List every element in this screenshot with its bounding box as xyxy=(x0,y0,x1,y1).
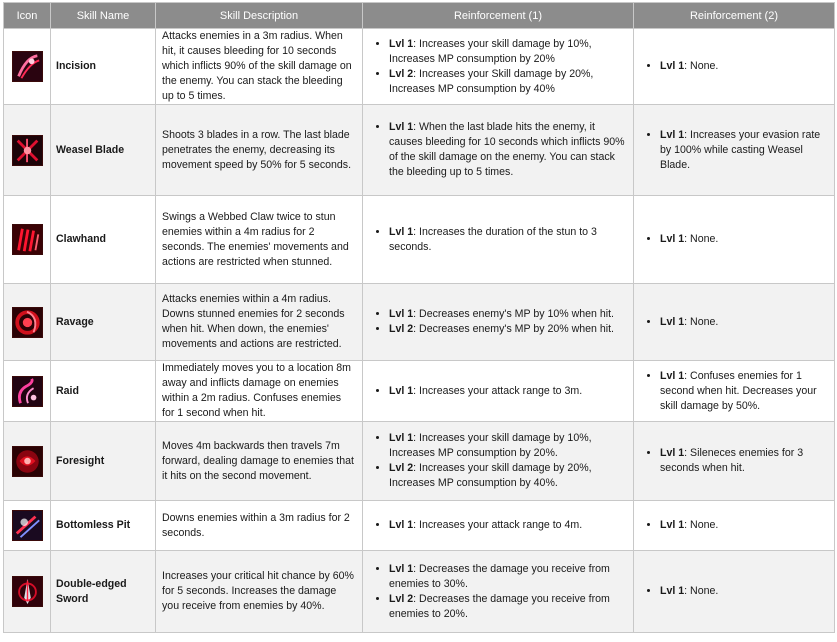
reinforcement-item xyxy=(389,431,627,461)
reinforcement-1-cell xyxy=(363,284,634,361)
reinforcement-list xyxy=(640,232,828,247)
reinforcement-text: : Increases your skill damage by 20%, Increases MP consumption by 40%. xyxy=(389,462,592,489)
reinforcement-list xyxy=(369,518,627,533)
skill-icon-cell xyxy=(4,501,51,551)
reinforcement-level: Lvl 1 xyxy=(389,225,414,238)
header-skill-name: Skill Name xyxy=(51,3,156,29)
reinforcement-item xyxy=(389,120,627,180)
incision-skill-icon xyxy=(12,51,43,82)
reinforcement-level: Lvl 2 xyxy=(389,67,414,80)
reinforcement-list xyxy=(369,120,627,180)
reinforcement-2-cell xyxy=(634,196,835,284)
reinforcement-level: Lvl 2 xyxy=(389,592,414,605)
ravage-skill-icon xyxy=(12,307,43,338)
reinforcement-text: : Sileneces enemies for 3 seconds when hit. xyxy=(660,447,804,474)
reinforcement-level: Lvl 1 xyxy=(389,308,414,320)
skill-description: Shoots 3 blades in a row. The last blade penetrates the enemy, decreasing its movement speed by 50% for 5 seconds. xyxy=(156,105,363,196)
reinforcement-item xyxy=(389,322,627,337)
reinforcement-list xyxy=(640,128,828,173)
skill-description: Swings a Webbed Claw twice to stun enemies within a 4m radius for 2 seconds. The enemies' movements and actions are restricted when stunned. xyxy=(156,196,363,284)
reinforcement-item xyxy=(389,225,627,255)
reinforcement-text: : None. xyxy=(684,519,719,531)
skill-name: Incision xyxy=(51,29,156,105)
reinforcement-text: : Increases your skill damage by 10%, Increases MP consumption by 20%. xyxy=(389,432,592,459)
skill-description: Attacks enemies within a 4m radius. Downs stunned enemies for 2 seconds when hit. When down, the enemies' movements and actions are restricted. xyxy=(156,284,363,361)
reinforcement-level: Lvl 2 xyxy=(389,462,414,474)
skill-row xyxy=(4,501,835,551)
skill-name: Ravage xyxy=(51,284,156,361)
reinforcement-item xyxy=(389,461,627,491)
skill-name: Raid xyxy=(51,361,156,422)
skill-row xyxy=(4,551,835,633)
clawhand-skill-icon xyxy=(12,224,43,255)
reinforcement-list xyxy=(369,562,627,622)
reinforcement-item xyxy=(389,384,627,399)
reinforcement-2-cell xyxy=(634,105,835,196)
reinforcement-2-cell xyxy=(634,422,835,501)
reinforcement-text: : Decreases the damage you receive from enemies to 20%. xyxy=(389,592,610,620)
skill-name: Bottomless Pit xyxy=(51,501,156,551)
reinforcement-level: Lvl 1 xyxy=(389,384,414,397)
header-reinforcement-1: Reinforcement (1) xyxy=(363,3,634,29)
reinforcement-level: Lvl 1 xyxy=(660,315,685,328)
skill-row xyxy=(4,284,835,361)
reinforcement-text: : None. xyxy=(684,233,719,245)
reinforcement-level: Lvl 1 xyxy=(660,60,685,72)
reinforcement-level: Lvl 1 xyxy=(389,562,414,575)
reinforcement-item xyxy=(389,562,627,592)
reinforcement-2-cell xyxy=(634,284,835,361)
skill-row xyxy=(4,105,835,196)
skill-icon-cell xyxy=(4,551,51,633)
reinforcement-1-cell xyxy=(363,551,634,633)
reinforcement-list xyxy=(369,431,627,491)
reinforcement-level: Lvl 1 xyxy=(389,519,414,531)
reinforcement-list xyxy=(640,369,828,414)
reinforcement-list xyxy=(369,37,627,97)
reinforcement-level: Lvl 1 xyxy=(660,447,685,459)
skill-icon-cell xyxy=(4,105,51,196)
foresight-skill-icon xyxy=(12,446,43,477)
reinforcement-item xyxy=(660,518,828,533)
reinforcement-text: : Decreases the damage you receive from enemies to 30%. xyxy=(389,562,610,590)
reinforcement-level: Lvl 1 xyxy=(660,585,685,597)
reinforcement-item xyxy=(660,446,828,476)
reinforcement-level: Lvl 2 xyxy=(389,323,414,335)
skill-name: Weasel Blade xyxy=(51,105,156,196)
reinforcement-level: Lvl 1 xyxy=(389,37,414,50)
reinforcement-text: : Increases your skill damage by 10%, Increases MP consumption by 20% xyxy=(389,37,592,65)
reinforcement-item xyxy=(389,518,627,533)
skill-row xyxy=(4,29,835,105)
reinforcement-text: : Increases your attack range to 3m. xyxy=(413,384,583,397)
reinforcement-level: Lvl 1 xyxy=(660,233,685,245)
header-skill-description: Skill Description xyxy=(156,3,363,29)
reinforcement-item xyxy=(660,369,828,414)
reinforcement-level: Lvl 1 xyxy=(660,128,685,141)
reinforcement-list xyxy=(640,446,828,476)
skill-row xyxy=(4,361,835,422)
reinforcement-level: Lvl 1 xyxy=(389,121,414,133)
bottomless-pit-skill-icon xyxy=(12,510,43,541)
reinforcement-2-cell xyxy=(634,361,835,422)
reinforcement-item xyxy=(660,232,828,247)
reinforcement-text: : Increases your Skill damage by 20%, Increases MP consumption by 40% xyxy=(389,67,594,95)
skill-description: Attacks enemies in a 3m radius. When hit, it causes bleeding for 10 seconds which inflicts 90% of the skill damage on the enemy. You can stack the bleeding up to 5 times. xyxy=(156,29,363,105)
skill-icon-cell xyxy=(4,196,51,284)
reinforcement-1-cell xyxy=(363,29,634,105)
reinforcement-text: : Decreases enemy's MP by 10% when hit. xyxy=(413,308,615,320)
reinforcement-text: : Confuses enemies for 1 second when hit. Decreases your skill damage by 50%. xyxy=(660,369,817,412)
double-edged-sword-skill-icon xyxy=(12,576,43,607)
reinforcement-text: : None. xyxy=(684,60,719,72)
reinforcement-text: : Increases the duration of the stun to 3 seconds. xyxy=(389,225,597,253)
skills-table xyxy=(3,2,835,633)
reinforcement-text: : Increases your evasion rate by 100% while casting Weasel Blade. xyxy=(660,128,821,171)
reinforcement-item xyxy=(389,37,627,67)
reinforcement-text: : None. xyxy=(684,315,719,328)
reinforcement-list xyxy=(369,384,627,399)
skill-description: Moves 4m backwards then travels 7m forward, dealing damage to enemies that it hits on the second movement. xyxy=(156,422,363,501)
reinforcement-text: : When the last blade hits the enemy, it causes bleeding for 10 seconds which inflicts 90% of the skill damage on the enemy. You can stack the bleeding up to 5 times. xyxy=(389,121,625,178)
reinforcement-1-cell xyxy=(363,196,634,284)
reinforcement-text: : None. xyxy=(684,585,719,597)
reinforcement-list xyxy=(640,59,828,74)
skill-name: Double-edged Sword xyxy=(51,551,156,633)
reinforcement-item xyxy=(660,584,828,599)
reinforcement-1-cell xyxy=(363,361,634,422)
reinforcement-text: : Decreases enemy's MP by 20% when hit. xyxy=(413,323,615,335)
skill-icon-cell xyxy=(4,29,51,105)
reinforcement-item xyxy=(389,67,627,97)
skill-description: Increases your critical hit chance by 60% for 5 seconds. Increases the damage you receive from enemies by 40%. xyxy=(156,551,363,633)
reinforcement-2-cell xyxy=(634,29,835,105)
raid-skill-icon xyxy=(12,376,43,407)
reinforcement-list xyxy=(640,315,828,330)
reinforcement-item xyxy=(389,307,627,322)
reinforcement-list xyxy=(369,307,627,337)
reinforcement-text: : Increases your attack range to 4m. xyxy=(413,519,583,531)
header-icon: Icon xyxy=(4,3,51,29)
reinforcement-1-cell xyxy=(363,422,634,501)
reinforcement-2-cell xyxy=(634,501,835,551)
reinforcement-level: Lvl 1 xyxy=(660,519,685,531)
reinforcement-level: Lvl 1 xyxy=(660,369,685,382)
reinforcement-item xyxy=(660,59,828,74)
skills-table-body xyxy=(4,29,835,633)
skill-description: Immediately moves you to a location 8m away and inflicts damage on enemies within a 2m radius. Confuses enemies for 1 second when hit. xyxy=(156,361,363,422)
reinforcement-list xyxy=(640,584,828,599)
reinforcement-list xyxy=(369,225,627,255)
header-reinforcement-2: Reinforcement (2) xyxy=(634,3,835,29)
skill-icon-cell xyxy=(4,284,51,361)
reinforcement-2-cell xyxy=(634,551,835,633)
reinforcement-level: Lvl 1 xyxy=(389,432,414,444)
skill-name: Clawhand xyxy=(51,196,156,284)
skill-description: Downs enemies within a 3m radius for 2 seconds. xyxy=(156,501,363,551)
reinforcement-item xyxy=(660,128,828,173)
header-row xyxy=(4,3,835,29)
skill-row xyxy=(4,422,835,501)
weasel-blade-skill-icon xyxy=(12,135,43,166)
skill-name: Foresight xyxy=(51,422,156,501)
skill-icon-cell xyxy=(4,361,51,422)
reinforcement-item xyxy=(660,315,828,330)
reinforcement-list xyxy=(640,518,828,533)
reinforcement-1-cell xyxy=(363,105,634,196)
reinforcement-1-cell xyxy=(363,501,634,551)
skill-icon-cell xyxy=(4,422,51,501)
reinforcement-item xyxy=(389,592,627,622)
skill-row xyxy=(4,196,835,284)
